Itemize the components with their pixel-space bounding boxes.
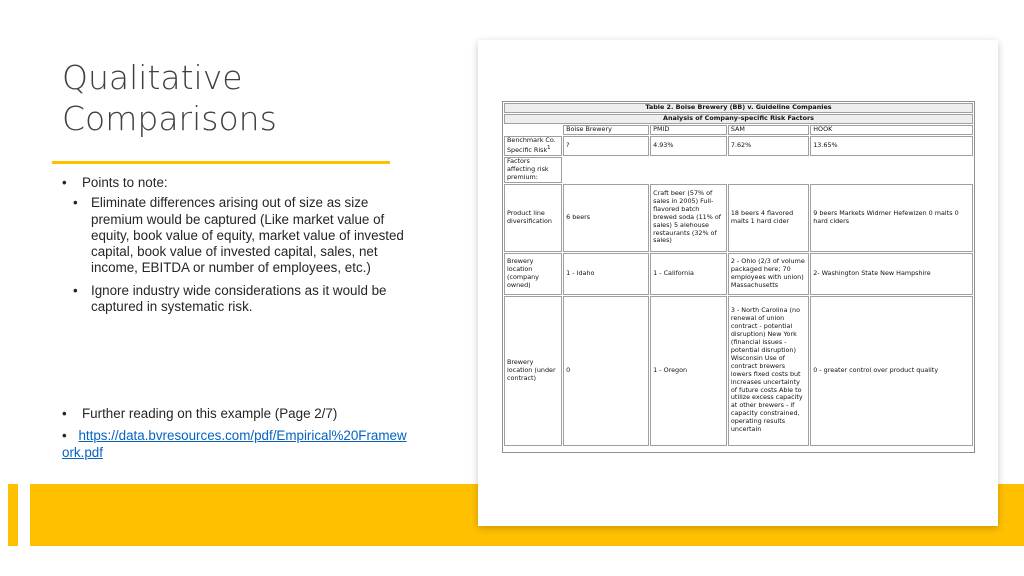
table-corner bbox=[504, 125, 562, 135]
table-cell: 2 - Ohio (2/3 of volume packaged here; 70 employees with union) Massachusetts bbox=[728, 253, 809, 295]
bullet-dot-icon: • bbox=[73, 282, 78, 298]
bullet-link bbox=[62, 427, 412, 461]
bullet-dot-icon: • bbox=[62, 406, 67, 421]
table-cell: 3 - North Carolina (no renewal of union contract - potential disruption) New York (financial issues - potential disruption) Wisconsin Use of contract brewers lowers fixed costs but increases uncertainty of future costs Able to utilize excess capacity at other brewers - if capacity constrained, operating results uncertain bbox=[728, 296, 809, 446]
column-header-hook: HOOK bbox=[810, 125, 973, 135]
table-cell: ? bbox=[563, 136, 649, 156]
bullet-text: Further reading on this example (Page 2/7) bbox=[82, 406, 338, 421]
table-cell: 4.93% bbox=[650, 136, 727, 156]
table-cell: 0 - greater control over product quality bbox=[810, 296, 973, 446]
table-cell: Craft beer (57% of sales in 2005) Full-flavored batch brewed soda (11% of sales) 5 alehouse restaurants (32% of sales) bbox=[650, 184, 727, 252]
table-cell: 1 - Oregon bbox=[650, 296, 727, 446]
row-label-benchmark bbox=[504, 136, 562, 156]
bullet-text: Ignore industry wide considerations as it would be captured in systematic risk. bbox=[91, 282, 387, 315]
table-cell: 2- Washington State New Hampshire bbox=[810, 253, 973, 295]
column-header-boise: Boise Brewery bbox=[563, 125, 649, 135]
bullet-text: Points to note: bbox=[82, 175, 168, 190]
risk-factor-table-frame bbox=[502, 101, 975, 453]
row-label-factors: Factors affecting risk premium: bbox=[504, 157, 562, 183]
slide-title-line-2: Comparisons bbox=[62, 99, 277, 138]
column-header-pmid: PMID bbox=[650, 125, 727, 135]
table-cell: 9 beers Markets Widmer Hefewizen 0 malts 0 hard ciders bbox=[810, 184, 973, 252]
bullet-text: Eliminate differences arising out of size as size premium would be captured (Like market value of equity, book value of equity, market value of invested capital, book value of invested capital, sales, net income, EBITDA or number of employees, etc.) bbox=[91, 195, 404, 276]
table-cell: 7.62% bbox=[728, 136, 809, 156]
reference-link[interactable]: https://data.bvresources.com/pdf/Empirical%20Framework.pdf bbox=[62, 428, 407, 460]
slide-title bbox=[62, 57, 392, 139]
table-blank-span bbox=[563, 157, 973, 183]
table-cell: 13.65% bbox=[810, 136, 973, 156]
row-label-location-owned: Brewery location (company owned) bbox=[504, 253, 562, 295]
sub-bullet-size-differences bbox=[62, 195, 412, 276]
table-cell: 6 beers bbox=[563, 184, 649, 252]
table-cell: 0 bbox=[563, 296, 649, 446]
risk-factor-table bbox=[503, 102, 974, 447]
bullet-dot-icon: • bbox=[73, 195, 78, 211]
row-label-location-contract: Brewery location (under contract) bbox=[504, 296, 562, 446]
footnote-marker: 1 bbox=[547, 144, 551, 151]
slide-title-line-1: Qualitative bbox=[62, 58, 243, 97]
table-cell: 18 beers 4 flavored malts 1 hard cider bbox=[728, 184, 809, 252]
title-underline bbox=[52, 161, 390, 164]
bullet-dot-icon: • bbox=[62, 428, 67, 443]
bullet-points-to-note bbox=[62, 175, 412, 191]
table-cell: 1 - California bbox=[650, 253, 727, 295]
table-subtitle: Analysis of Company-specific Risk Factors bbox=[504, 114, 973, 124]
benchmark-label-text: Benchmark Co. Specific Risk bbox=[507, 135, 556, 154]
further-reading bbox=[62, 405, 412, 461]
bullet-dot-icon: • bbox=[62, 175, 67, 190]
column-header-sam: SAM bbox=[728, 125, 809, 135]
row-label-product-line: Product line diversification bbox=[504, 184, 562, 252]
table-title: Table 2. Boise Brewery (BB) v. Guideline Companies bbox=[504, 103, 973, 113]
table-cell: 1 - Idaho bbox=[563, 253, 649, 295]
sub-bullet-industry bbox=[62, 283, 412, 316]
bullet-further-reading bbox=[62, 405, 412, 422]
bullet-list bbox=[62, 175, 412, 315]
accent-stripe-left bbox=[8, 484, 18, 546]
